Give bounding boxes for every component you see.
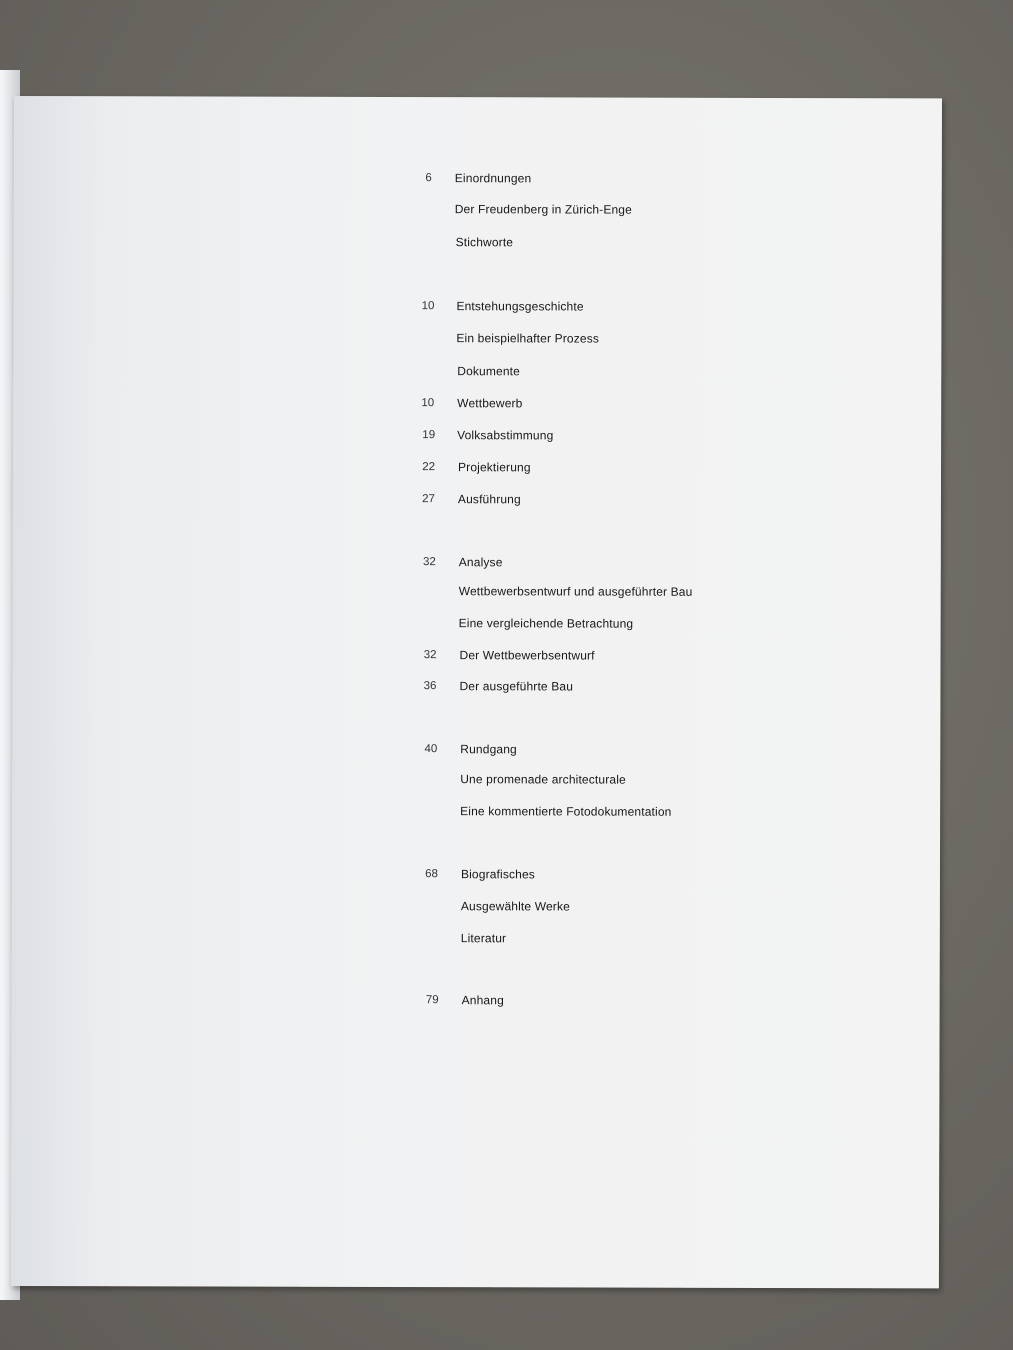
toc-page-number: 32: [423, 649, 437, 662]
toc-page-number: 10: [421, 397, 435, 410]
book-page: [11, 96, 942, 1288]
toc-page-number: 27: [422, 493, 435, 506]
toc-page-number: 32: [422, 556, 436, 569]
toc-title: Wettbewerbsentwurf und ausgeführter Bau: [458, 584, 693, 599]
toc-page-number: 36: [423, 680, 437, 693]
toc-title: Ein beispielhafter Prozess: [456, 331, 600, 346]
toc-title: Der Freudenberg in Zürich-Enge: [454, 202, 632, 217]
toc-page-number: 40: [424, 743, 438, 756]
toc-title: Anhang: [461, 993, 504, 1008]
toc-title: Der ausgeführte Bau: [459, 679, 574, 694]
toc-title: Ausgewählte Werke: [460, 899, 570, 914]
toc-title: Volksabstimmung: [457, 428, 554, 443]
toc-title: Einordnungen: [454, 171, 532, 186]
toc-page-number: 19: [422, 429, 436, 442]
toc-title: Dokumente: [457, 364, 521, 379]
toc-title: Der Wettbewerbsentwurf: [459, 648, 595, 663]
toc-title: Biografisches: [460, 867, 535, 882]
toc-title: Projektierung: [458, 460, 531, 475]
toc-page-number: 79: [425, 994, 439, 1007]
toc-title: Wettbewerb: [457, 396, 523, 411]
toc-title: Eine kommentierte Fotodokumentation: [460, 804, 672, 819]
toc-title: Une promenade architecturale: [460, 772, 626, 787]
toc-title: Ausführung: [457, 492, 521, 507]
toc-page-number: 22: [422, 461, 436, 474]
toc-title: Stichworte: [455, 235, 514, 250]
toc-title: Literatur: [460, 931, 507, 946]
toc-title: Eine vergleichende Betrachtung: [458, 616, 634, 631]
toc-page-number: 6: [425, 172, 432, 185]
toc-page-number: 10: [421, 300, 435, 313]
toc-title: Analyse: [458, 555, 503, 570]
toc-title: Entstehungsgeschichte: [456, 299, 584, 314]
toc-title: Rundgang: [460, 742, 517, 757]
toc-page-number: 68: [425, 868, 438, 881]
